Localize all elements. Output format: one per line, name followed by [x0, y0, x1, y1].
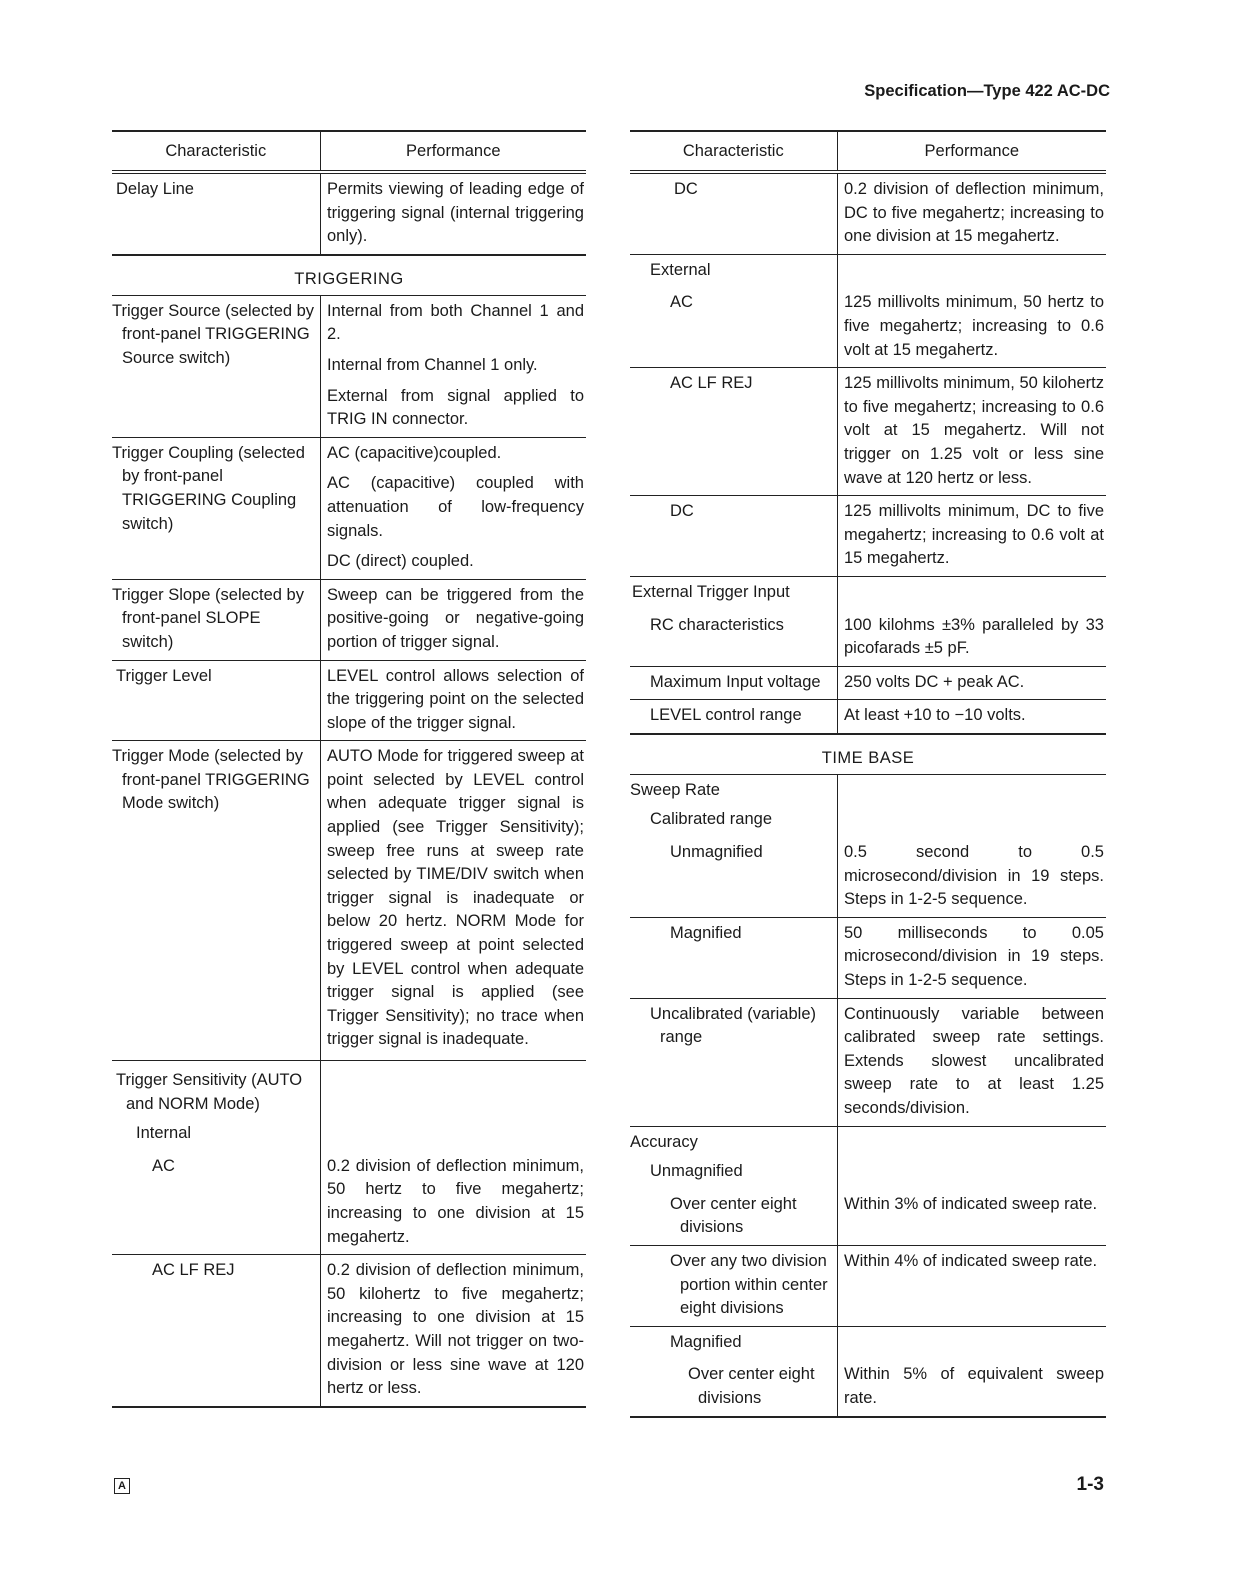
perf-source-3: External from signal applied to TRIG IN connector.	[327, 386, 584, 429]
char-over-center-eight: Over center eight divisions	[670, 1194, 797, 1237]
char-internal-aclf: AC LF REJ	[152, 1261, 235, 1280]
char-magnified-center-eight: Over center eight divisions	[688, 1365, 815, 1407]
perf-level-control-range: At least +10 to −10 volts.	[837, 700, 1106, 733]
perf-unmagnified: 0.5 second to 0.5 microsecond/division in 19 steps. Steps in 1-2-5 sequence.	[837, 837, 1106, 917]
row-accuracy	[630, 1127, 1106, 1189]
perf-over-center-eight: Within 3% of indicated sweep rate.	[837, 1189, 1106, 1245]
char-delay-line: Delay Line	[116, 180, 194, 198]
row-over-two-division	[630, 1246, 1106, 1327]
char-external-ac: AC	[670, 293, 693, 312]
perf-source-1: Internal from both Channel 1 and 2.	[327, 301, 584, 344]
perf-rc-characteristics: 100 kilohms ±3% paralleled by 33 picofarads ±5 pF.	[837, 610, 1106, 666]
char-calibrated-range: Calibrated range	[650, 810, 772, 829]
page-header-title: Specification—Type 422 AC-DC	[864, 82, 1110, 100]
perf-over-two-division: Within 4% of indicated sweep rate.	[837, 1246, 1106, 1326]
row-external	[630, 255, 1106, 288]
row-external-ac	[630, 287, 1106, 368]
row-sweep-rate	[630, 775, 1106, 837]
perf-sensitivity-blank	[320, 1061, 586, 1151]
header-performance-right: Performance	[837, 132, 1106, 170]
perf-magnified-center-eight: Within 5% of equivalent sweep rate.	[837, 1359, 1106, 1415]
char-accuracy-magnified: Magnified	[670, 1332, 742, 1351]
perf-accuracy-magnified-blank	[837, 1327, 1106, 1360]
accuracy-block	[630, 1127, 837, 1189]
char-external: External	[650, 260, 711, 279]
char-unmagnified: Unmagnified	[670, 843, 763, 862]
perf-internal-ac: 0.2 division of deflection minimum, 50 hertz to five megahertz; increasing to one division at 15 megahertz.	[320, 1151, 586, 1254]
row-magnified	[630, 918, 1106, 999]
right-table-header	[630, 130, 1106, 174]
row-external-aclf	[630, 368, 1106, 496]
char-level-control-range: LEVEL control range	[650, 706, 802, 725]
char-trigger-level: Trigger Level	[116, 666, 212, 685]
row-internal-dc	[630, 174, 1106, 255]
char-trigger-source: Trigger Source (selected by front-panel TRIGGERING Source switch)	[112, 301, 315, 367]
perf-source-2: Internal from Channel 1 only.	[327, 355, 538, 374]
row-trigger-level	[112, 661, 586, 742]
row-trigger-source	[112, 296, 586, 438]
perf-uncalibrated: Continuously variable between calibrated sweep rate settings. Extends slowest uncalibrated sweep rate to at least 1.25 seconds/division.	[837, 999, 1106, 1126]
char-sweep-rate: Sweep Rate	[630, 780, 720, 799]
char-internal-dc: DC	[674, 180, 698, 198]
perf-trigger-slope: Sweep can be triggered from the positive-going or negative-going portion of trigger signal.	[320, 580, 586, 660]
row-internal-ac	[112, 1151, 586, 1255]
perf-internal-aclf: 0.2 division of deflection minimum, 50 kilohertz to five megahertz; increasing to one division at 15 megahertz. Will not trigger on two-division or less sine wave at 120 hertz or less.	[320, 1255, 586, 1406]
sweep-rate-block	[630, 775, 837, 837]
char-trigger-sensitivity: Trigger Sensitivity (AUTO and NORM Mode)	[116, 1071, 303, 1113]
perf-external-dc: 125 millivolts minimum, DC to five megahertz; increasing to 0.6 volt at 15 megahertz.	[837, 496, 1106, 576]
header-characteristic: Characteristic	[165, 141, 267, 160]
perf-external-aclf: 125 millivolts minimum, 50 kilohertz to five megahertz; increasing to 0.6 volt at 15 megahertz. Will not trigger on 1.25 volt or less sine wave at 120 hertz or less.	[837, 368, 1106, 495]
char-over-two-division: Over any two division portion within center eight divisions	[670, 1251, 828, 1318]
char-max-input-voltage: Maximum Input voltage	[650, 672, 821, 691]
char-accuracy: Accuracy	[630, 1132, 698, 1151]
char-internal: Internal	[136, 1124, 192, 1143]
row-trigger-slope	[112, 580, 586, 661]
char-external-dc: DC	[670, 502, 694, 521]
char-trigger-mode: Trigger Mode (selected by front-panel TRIGGERING Mode switch)	[112, 747, 310, 813]
char-uncalibrated: Uncalibrated (variable) range	[650, 1004, 816, 1047]
section-time-base: TIME BASE	[630, 735, 1106, 775]
perf-delay-line: Permits viewing of leading edge of triggering signal (internal triggering only).	[320, 174, 586, 254]
perf-external-ac: 125 millivolts minimum, 50 hertz to five megahertz; increasing to 0.6 volt at 15 megahertz.	[837, 287, 1106, 367]
char-rc-characteristics: RC characteristics	[650, 615, 784, 634]
row-magnified-center-eight	[630, 1359, 1106, 1417]
row-rc-characteristics	[630, 610, 1106, 667]
perf-external-blank	[837, 255, 1106, 288]
perf-coupling-1: AC (capacitive)coupled.	[327, 443, 502, 462]
char-magnified: Magnified	[670, 923, 742, 942]
row-trigger-mode	[112, 741, 586, 1061]
perf-trigger-source	[320, 296, 586, 437]
revision-mark: A	[114, 1478, 130, 1494]
perf-trigger-coupling	[320, 438, 586, 579]
perf-coupling-2: AC (capacitive) coupled with attenuation of low-frequency signals.	[327, 474, 584, 540]
perf-coupling-3: DC (direct) coupled.	[327, 552, 474, 571]
left-table-header	[112, 130, 586, 174]
header-characteristic-right: Characteristic	[682, 141, 784, 160]
perf-trigger-mode: AUTO Mode for triggered sweep at point selected by LEVEL control when adequate trigger signal is applied (see Trigger Sensitivity); sweep free runs at sweep rate selected by TIME/DIV switch when trigger signal is inadequate or below 20 hertz. NORM Mode for triggered sweep at point selected by LEVEL control when adequate trigger signal is applied (see Trigger Sensitivity); no trace when trigger signal is inadequate.	[320, 741, 586, 1060]
header-performance: Performance	[320, 132, 586, 170]
row-max-input-voltage	[630, 667, 1106, 701]
char-sensitivity-block	[112, 1061, 320, 1151]
char-trigger-coupling: Trigger Coupling (selected by front-panel TRIGGERING Coupling switch)	[112, 443, 305, 533]
perf-accuracy-blank	[837, 1127, 1106, 1189]
perf-magnified: 50 milliseconds to 0.05 microsecond/division in 19 steps. Steps in 1-2-5 sequence.	[837, 918, 1106, 998]
perf-external-input-blank	[837, 577, 1106, 610]
row-unmagnified	[630, 837, 1106, 918]
row-trigger-coupling	[112, 438, 586, 580]
perf-sweep-rate-blank	[837, 775, 1106, 837]
perf-trigger-level: LEVEL control allows selection of the triggering point on the selected slope of the trigger signal.	[320, 661, 586, 741]
char-trigger-slope: Trigger Slope (selected by front-panel SLOPE switch)	[112, 585, 304, 651]
row-internal-aclf	[112, 1255, 586, 1408]
section-triggering: TRIGGERING	[112, 256, 586, 296]
char-external-aclf: AC LF REJ	[670, 374, 753, 393]
row-accuracy-magnified	[630, 1327, 1106, 1360]
page-number: 1-3	[1076, 1474, 1104, 1495]
perf-max-input-voltage: 250 volts DC + peak AC.	[837, 667, 1106, 700]
row-uncalibrated	[630, 999, 1106, 1127]
row-external-dc	[630, 496, 1106, 577]
char-accuracy-unmagnified: Unmagnified	[650, 1162, 743, 1181]
right-spec-table	[630, 130, 1106, 1418]
row-external-trigger-input	[630, 577, 1106, 610]
perf-internal-dc: 0.2 division of deflection minimum, DC to five megahertz; increasing to one division at 15 megahertz.	[837, 174, 1106, 254]
row-level-control-range	[630, 700, 1106, 735]
char-external-trigger-input: External Trigger Input	[632, 582, 790, 601]
row-delay-line	[112, 174, 586, 256]
row-trigger-sensitivity	[112, 1061, 586, 1151]
char-internal-ac: AC	[152, 1156, 175, 1175]
left-spec-table	[112, 130, 586, 1408]
row-over-center-eight	[630, 1189, 1106, 1246]
